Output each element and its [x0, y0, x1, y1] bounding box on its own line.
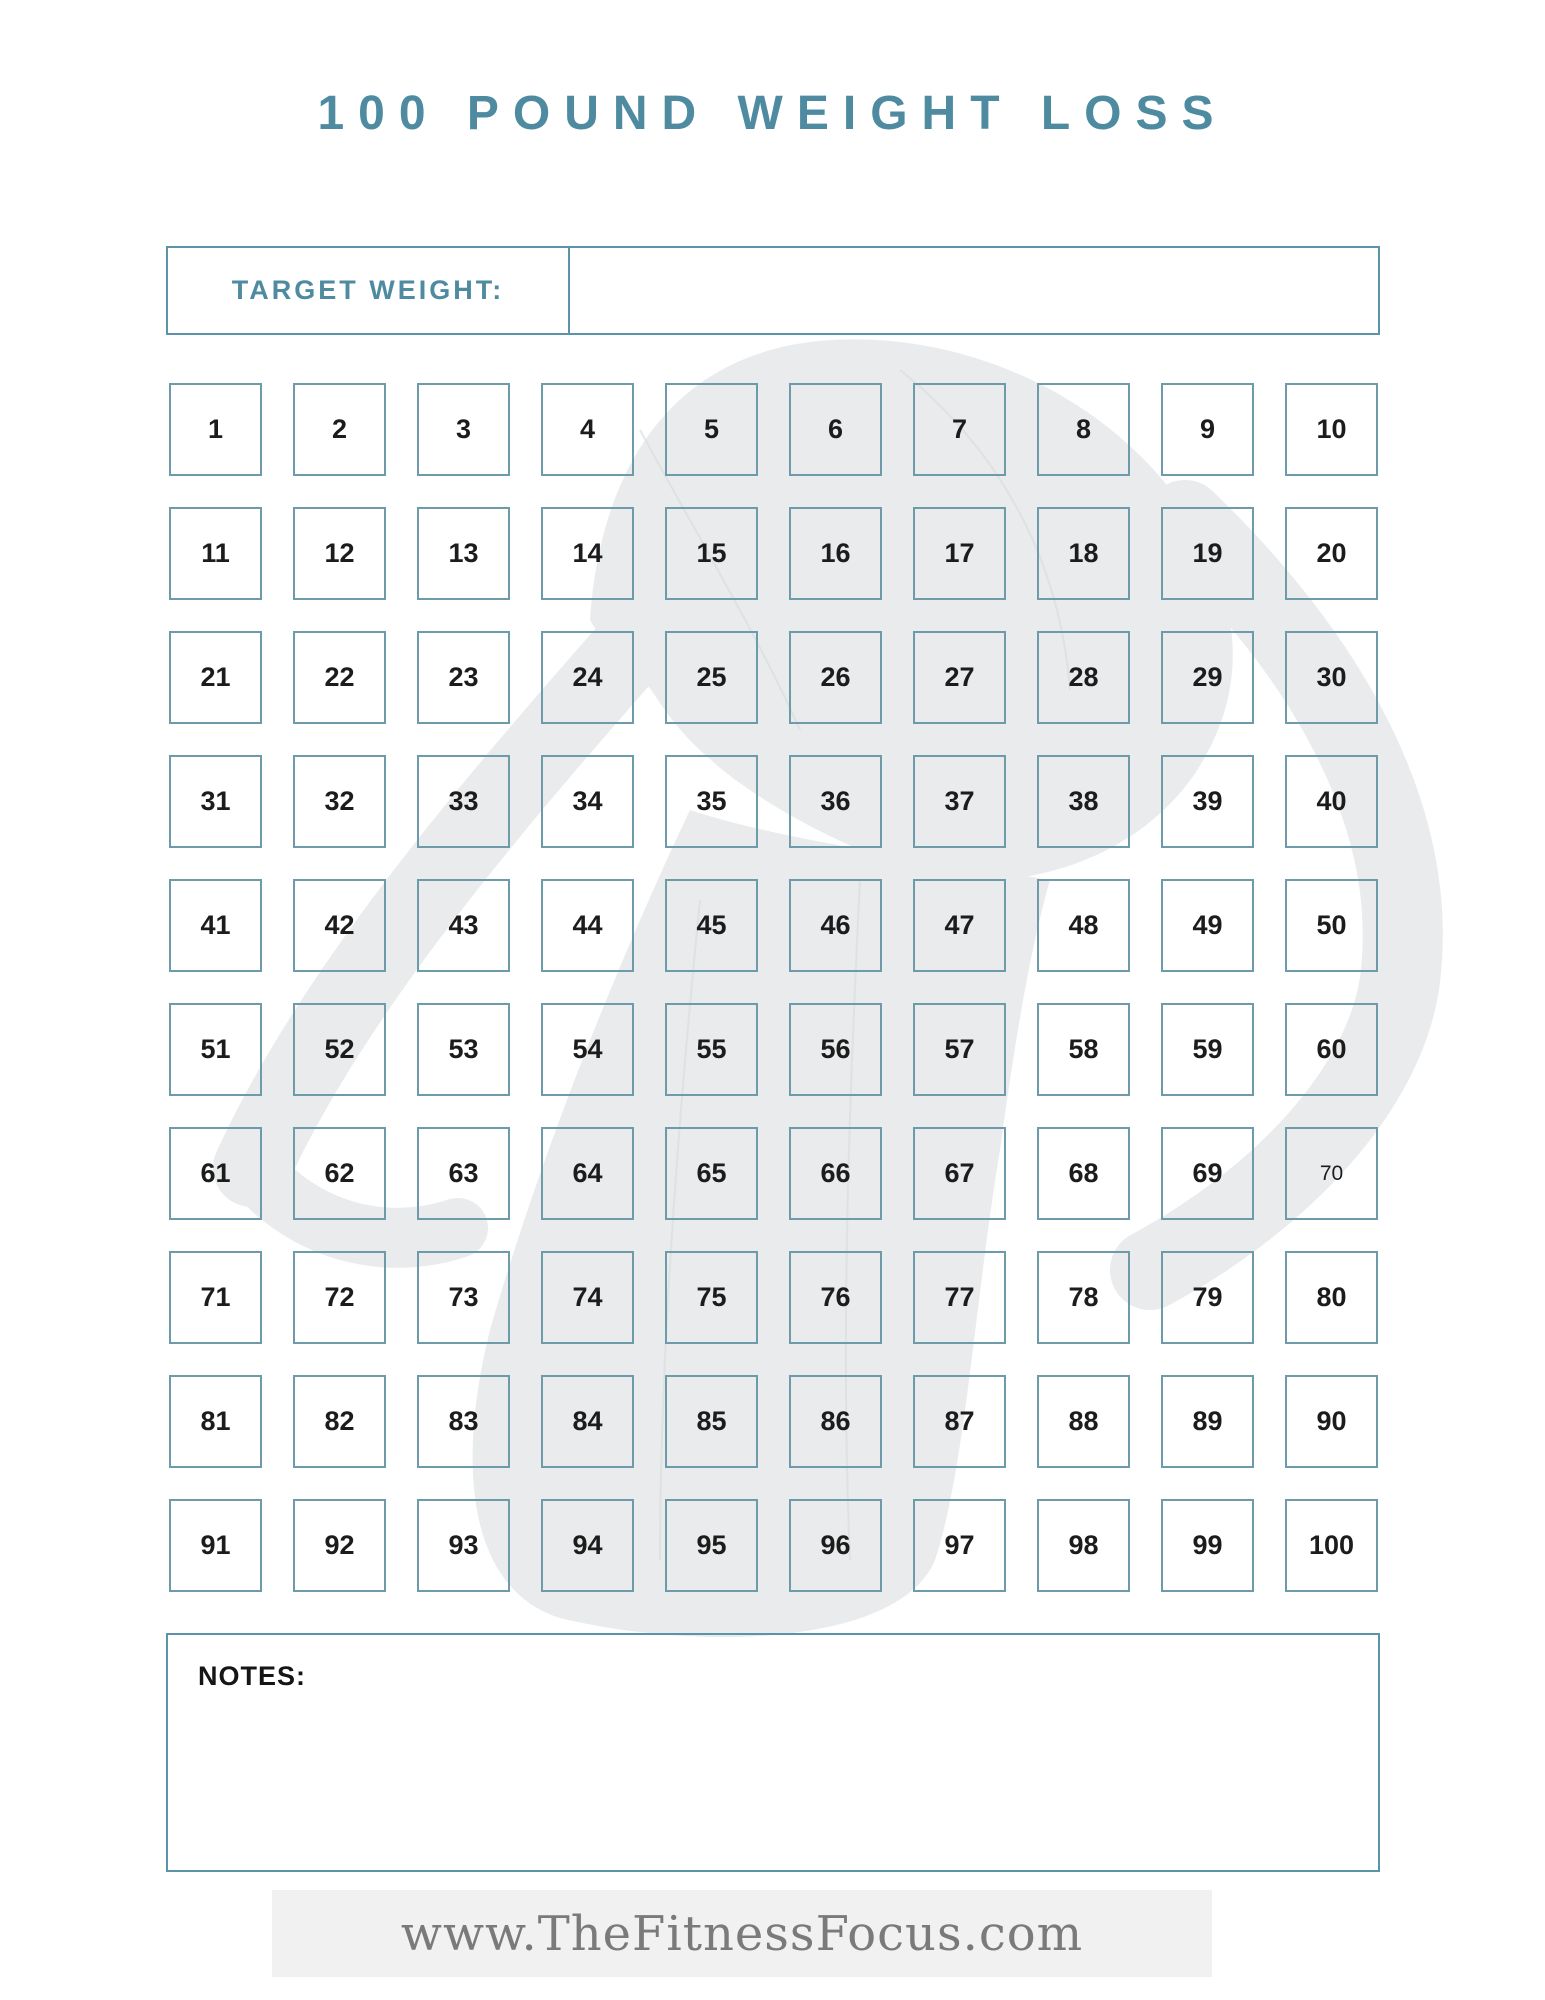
- weight-cell-69[interactable]: 69: [1161, 1127, 1254, 1220]
- weight-cell-56[interactable]: 56: [789, 1003, 882, 1096]
- weight-cell-66[interactable]: 66: [789, 1127, 882, 1220]
- weight-cell-8[interactable]: 8: [1037, 383, 1130, 476]
- weight-cell-33[interactable]: 33: [417, 755, 510, 848]
- weight-cell-44[interactable]: 44: [541, 879, 634, 972]
- weight-cell-46[interactable]: 46: [789, 879, 882, 972]
- target-weight-label-cell: [168, 248, 570, 333]
- weight-cell-94[interactable]: 94: [541, 1499, 634, 1592]
- footer-logo: [272, 1890, 1212, 1977]
- weight-cell-2[interactable]: 2: [293, 383, 386, 476]
- weight-cell-39[interactable]: 39: [1161, 755, 1254, 848]
- weight-cell-35[interactable]: 35: [665, 755, 758, 848]
- weight-cell-53[interactable]: 53: [417, 1003, 510, 1096]
- weight-cell-79[interactable]: 79: [1161, 1251, 1254, 1344]
- weight-cell-100[interactable]: 100: [1285, 1499, 1378, 1592]
- weight-cell-61[interactable]: 61: [169, 1127, 262, 1220]
- weight-cell-87[interactable]: 87: [913, 1375, 1006, 1468]
- weight-cell-3[interactable]: 3: [417, 383, 510, 476]
- notes-box[interactable]: [166, 1633, 1380, 1872]
- weight-cell-81[interactable]: 81: [169, 1375, 262, 1468]
- weight-cell-91[interactable]: 91: [169, 1499, 262, 1592]
- weight-cell-22[interactable]: 22: [293, 631, 386, 724]
- weight-cell-85[interactable]: 85: [665, 1375, 758, 1468]
- weight-cell-1[interactable]: 1: [169, 383, 262, 476]
- weight-cell-80[interactable]: 80: [1285, 1251, 1378, 1344]
- weight-cell-26[interactable]: 26: [789, 631, 882, 724]
- weight-cell-34[interactable]: 34: [541, 755, 634, 848]
- weight-cell-48[interactable]: 48: [1037, 879, 1130, 972]
- weight-cell-74[interactable]: 74: [541, 1251, 634, 1344]
- weight-cell-20[interactable]: 20: [1285, 507, 1378, 600]
- weight-cell-59[interactable]: 59: [1161, 1003, 1254, 1096]
- weight-cell-40[interactable]: 40: [1285, 755, 1378, 848]
- weight-cell-14[interactable]: 14: [541, 507, 634, 600]
- weight-cell-63[interactable]: 63: [417, 1127, 510, 1220]
- weight-cell-41[interactable]: 41: [169, 879, 262, 972]
- weight-cell-70[interactable]: 70: [1285, 1127, 1378, 1220]
- weight-cell-19[interactable]: 19: [1161, 507, 1254, 600]
- weight-cell-17[interactable]: 17: [913, 507, 1006, 600]
- weight-cell-52[interactable]: 52: [293, 1003, 386, 1096]
- weight-cell-92[interactable]: 92: [293, 1499, 386, 1592]
- weight-cell-57[interactable]: 57: [913, 1003, 1006, 1096]
- weight-cell-72[interactable]: 72: [293, 1251, 386, 1344]
- weight-cell-90[interactable]: 90: [1285, 1375, 1378, 1468]
- weight-cell-4[interactable]: 4: [541, 383, 634, 476]
- weight-cell-65[interactable]: 65: [665, 1127, 758, 1220]
- weight-cell-9[interactable]: 9: [1161, 383, 1254, 476]
- weight-cell-28[interactable]: 28: [1037, 631, 1130, 724]
- notes-label: NOTES:: [198, 1661, 307, 1691]
- page-title: 100 POUND WEIGHT LOSS: [317, 87, 1228, 140]
- weight-cell-5[interactable]: 5: [665, 383, 758, 476]
- weight-cell-6[interactable]: 6: [789, 383, 882, 476]
- weight-cell-49[interactable]: 49: [1161, 879, 1254, 972]
- weight-cell-29[interactable]: 29: [1161, 631, 1254, 724]
- weight-cell-64[interactable]: 64: [541, 1127, 634, 1220]
- weight-cell-30[interactable]: 30: [1285, 631, 1378, 724]
- weight-cell-75[interactable]: 75: [665, 1251, 758, 1344]
- weight-cell-76[interactable]: 76: [789, 1251, 882, 1344]
- weight-cell-58[interactable]: 58: [1037, 1003, 1130, 1096]
- weight-cell-23[interactable]: 23: [417, 631, 510, 724]
- target-weight-label: TARGET WEIGHT:: [231, 275, 505, 305]
- footer-logo-text: www.TheFitnessFocus.com: [400, 1905, 1084, 1962]
- weight-cell-47[interactable]: 47: [913, 879, 1006, 972]
- weight-cell-38[interactable]: 38: [1037, 755, 1130, 848]
- weight-cell-78[interactable]: 78: [1037, 1251, 1130, 1344]
- weight-cell-42[interactable]: 42: [293, 879, 386, 972]
- target-weight-input[interactable]: [570, 248, 1378, 333]
- weight-cell-21[interactable]: 21: [169, 631, 262, 724]
- weight-cell-27[interactable]: 27: [913, 631, 1006, 724]
- weight-cell-82[interactable]: 82: [293, 1375, 386, 1468]
- weight-cell-31[interactable]: 31: [169, 755, 262, 848]
- weight-cell-10[interactable]: 10: [1285, 383, 1378, 476]
- weight-cell-13[interactable]: 13: [417, 507, 510, 600]
- weight-cell-45[interactable]: 45: [665, 879, 758, 972]
- weight-cell-16[interactable]: 16: [789, 507, 882, 600]
- weight-cell-73[interactable]: 73: [417, 1251, 510, 1344]
- weight-cell-60[interactable]: 60: [1285, 1003, 1378, 1096]
- weight-cell-67[interactable]: 67: [913, 1127, 1006, 1220]
- weight-cell-86[interactable]: 86: [789, 1375, 882, 1468]
- weight-cell-36[interactable]: 36: [789, 755, 882, 848]
- weight-cell-68[interactable]: 68: [1037, 1127, 1130, 1220]
- weight-cell-25[interactable]: 25: [665, 631, 758, 724]
- weight-cell-84[interactable]: 84: [541, 1375, 634, 1468]
- weight-cell-96[interactable]: 96: [789, 1499, 882, 1592]
- weight-cell-18[interactable]: 18: [1037, 507, 1130, 600]
- weight-cell-83[interactable]: 83: [417, 1375, 510, 1468]
- weight-cell-51[interactable]: 51: [169, 1003, 262, 1096]
- weight-cell-71[interactable]: 71: [169, 1251, 262, 1344]
- weight-cell-95[interactable]: 95: [665, 1499, 758, 1592]
- weight-cell-88[interactable]: 88: [1037, 1375, 1130, 1468]
- weight-cell-12[interactable]: 12: [293, 507, 386, 600]
- weight-cell-11[interactable]: 11: [169, 507, 262, 600]
- weight-cell-99[interactable]: 99: [1161, 1499, 1254, 1592]
- weight-cell-54[interactable]: 54: [541, 1003, 634, 1096]
- weight-cell-24[interactable]: 24: [541, 631, 634, 724]
- weight-cell-97[interactable]: 97: [913, 1499, 1006, 1592]
- weight-cell-62[interactable]: 62: [293, 1127, 386, 1220]
- pound-grid: [169, 383, 1378, 1592]
- weight-cell-93[interactable]: 93: [417, 1499, 510, 1592]
- target-weight-box: [166, 246, 1380, 335]
- weight-cell-77[interactable]: 77: [913, 1251, 1006, 1344]
- weight-cell-37[interactable]: 37: [913, 755, 1006, 848]
- weight-cell-98[interactable]: 98: [1037, 1499, 1130, 1592]
- weight-cell-50[interactable]: 50: [1285, 879, 1378, 972]
- weight-cell-55[interactable]: 55: [665, 1003, 758, 1096]
- weight-cell-15[interactable]: 15: [665, 507, 758, 600]
- weight-cell-43[interactable]: 43: [417, 879, 510, 972]
- weight-cell-89[interactable]: 89: [1161, 1375, 1254, 1468]
- weight-cell-32[interactable]: 32: [293, 755, 386, 848]
- weight-cell-7[interactable]: 7: [913, 383, 1006, 476]
